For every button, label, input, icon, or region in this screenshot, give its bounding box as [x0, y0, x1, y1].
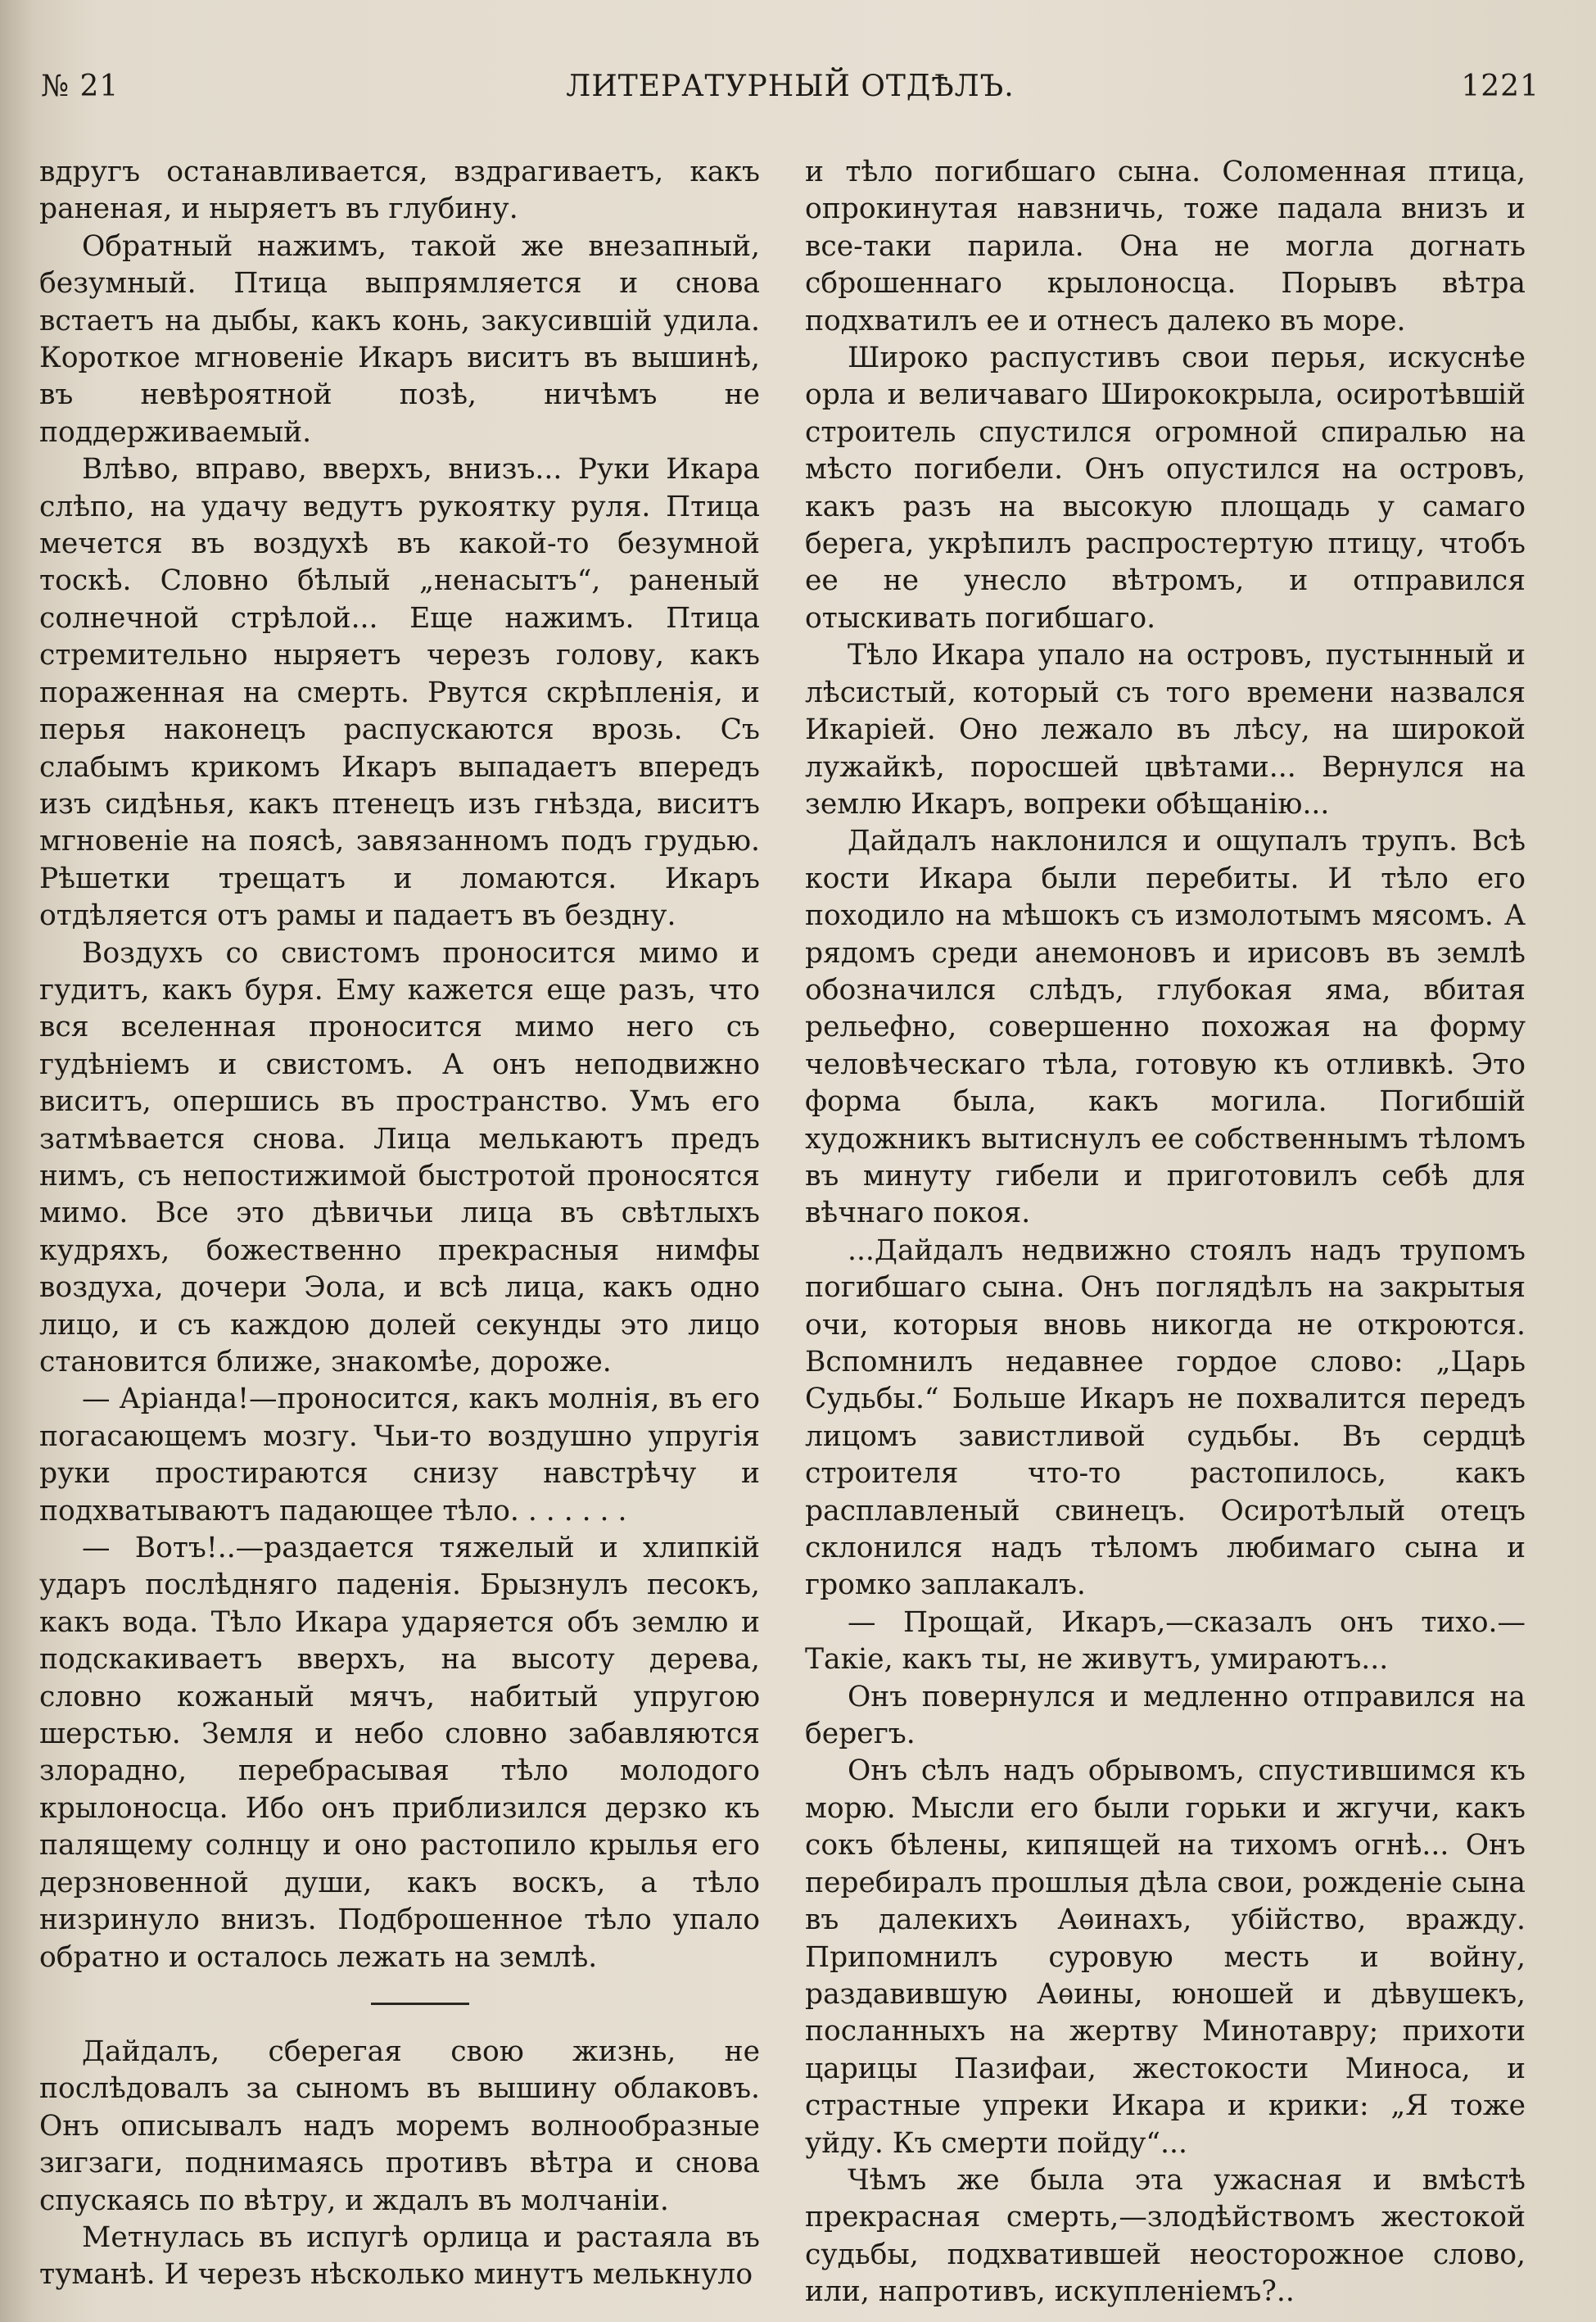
right-column	[805, 154, 1526, 2311]
paragraph: Онъ повернулся и медленно отправился на берегъ.	[805, 1680, 1526, 1751]
paragraph: ...Дайдалъ недвижно стоялъ надъ трупомъ погибшаго сына. Онъ поглядѣлъ на закрытыя очи, которыя вновь никогда не откроются. Вспомнилъ недавнее гордое слово: „Царь Судьбы.“ Больше Икаръ не похвалится передъ лицомъ завистливой судьбы. Въ сердцѣ строителя что-то растопилось, какъ расплавленый свинецъ. Осиротѣлый отецъ склонился надъ тѣломъ любимаго сына и громко заплакалъ.	[805, 1233, 1526, 1602]
paragraph: Онъ сѣлъ надъ обрывомъ, спустившимся къ морю. Мысли его были горьки и жгучи, какъ сокъ бѣлены, кипящей на тихомъ огнѣ... Онъ перебиралъ прошлыя дѣла свои, рожденіе сына въ далекихъ Аѳинахъ, убійство, вражду. Припомнилъ суровую месть и войну, раздавившую Аѳины, юношей и дѣвушекъ, посланныхъ на жертву Минотавру; прихоти царицы Пазифаи, жестокости Миноса, и страстные упреки Икара и крики: „Я тоже уйду. Къ смерти пойду“...	[805, 1754, 1526, 2160]
issue-number: № 21	[41, 70, 120, 103]
section-divider	[39, 1976, 760, 2034]
paragraph: Дайдалъ, сберегая свою жизнь, не послѣдовалъ за сыномъ въ вышину облаковъ. Онъ описывалъ надъ моремъ волнообразные зигзаги, поднимаясь противъ вѣтра и снова спускаясь по вѣтру, и ждалъ въ молчаніи.	[39, 2035, 760, 2217]
paragraph: Широко распустивъ свои перья, искуснѣе орла и величаваго Ширококрыла, осиротѣвшій строитель спустился огромной спиралью на мѣсто погибели. Онъ опустился на островъ, какъ разъ на высокую площадь у самаго берега, укрѣпилъ распростертую птицу, чтобъ ее не унесло вѣтромъ, и отправился отыскивать погибшаго.	[805, 342, 1526, 635]
paragraph: Чѣмъ же была эта ужасная и вмѣстѣ прекрасная смерть,—злодѣйствомъ жестокой судьбы, подхватившей неосторожное слово, или, напротивъ, искупленіемъ?..	[805, 2163, 1526, 2309]
paragraph: Дайдалъ наклонился и ощупалъ трупъ. Всѣ кости Икара были перебиты. И тѣло его походило на мѣшокъ съ измолотымъ мясомъ. А рядомъ среди анемоновъ и ирисовъ въ землѣ обозначился слѣдъ, глубокая яма, вбитая рельефно, совершенно похожая на форму человѣческаго тѣла, готовую къ отливкѣ. Это форма была, какъ могила. Погибшій художникъ вытиснулъ ее собственнымъ тѣломъ въ минуту гибели и приготовилъ себѣ для вѣчнаго покоя.	[805, 825, 1526, 1230]
page-number: 1221	[1461, 70, 1539, 103]
paragraph: Воздухъ со свистомъ проносится мимо и гудитъ, какъ буря. Ему кажется еще разъ, что вся вселенная проносится мимо него съ гудѣніемъ и свистомъ. А онъ неподвижно виситъ, опершись въ пространство. Умъ его затмѣвается снова. Лица мелькаютъ предъ нимъ, съ непостижимой быстротой проносятся мимо. Все это дѣвичьи лица въ свѣтлыхъ кудряхъ, божественно прекрасныя нимфы воздуха, дочери Эола, и всѣ лица, какъ одно лицо, и съ каждою долей секунды это лицо становится ближе, знакомѣе, дороже.	[39, 936, 760, 1378]
paragraph: Обратный нажимъ, такой же внезапный, безумный. Птица выпрямляется и снова встаетъ на дыбы, какъ конь, закусившій удила. Короткое мгновеніе Икаръ виситъ въ вышинѣ, въ невѣроятной позѣ, ничѣмъ не поддерживаемый.	[39, 229, 760, 449]
running-header	[41, 70, 1539, 119]
left-column	[39, 154, 760, 2294]
paragraph: — Вотъ!..—раздается тяжелый и хлипкій ударъ послѣдняго паденія. Брызнулъ песокъ, какъ вода. Тѣло Икара ударяется объ землю и подскакиваетъ вверхъ, на высоту дерева, словно кожаный мячъ, набитый упругою шерстью. Земля и небо словно забавляются злорадно, перебрасывая тѣло молодого крылоносца. Ибо онъ приблизился дерзко къ палящему солнцу и оно растопило крылья его дерзновенной души, какъ воскъ, а тѣло низринуло внизъ. Подброшенное тѣло упало обратно и осталось лежать на землѣ.	[39, 1532, 760, 1974]
paragraph: Влѣво, вправо, вверхъ, внизъ... Руки Икара слѣпо, на удачу ведутъ рукоятку руля. Птица мечется въ воздухѣ въ какой-то безумной тоскѣ. Словно бѣлый „ненасытъ“, раненый солнечной стрѣлой... Еще нажимъ. Птица стремительно ныряетъ черезъ голову, какъ пораженная на смерть. Рвутся скрѣпленія, и перья наконецъ распускаются врозь. Съ слабымъ крикомъ Икаръ выпадаетъ впередъ изъ сидѣнья, какъ птенецъ изъ гнѣзда, виситъ мгновеніе на поясѣ, завязанномъ подъ грудью. Рѣшетки трещатъ и ломаются. Икаръ отдѣляется отъ рамы и падаетъ въ бездну.	[39, 453, 760, 933]
divider-rule	[371, 2003, 469, 2005]
paragraph: и тѣло погибшаго сына. Соломенная птица, опрокинутая навзничь, тоже падала внизъ и все-таки парила. Она не могла догнать сброшеннаго крылоносца. Порывъ вѣтра подхватилъ ее и отнесъ далеко въ море.	[805, 156, 1526, 337]
paragraph: вдругъ останавливается, вздрагиваетъ, какъ раненая, и ныряетъ въ глубину.	[39, 156, 760, 226]
paragraph: Метнулась въ испугѣ орлица и растаяла въ туманѣ. И черезъ нѣсколько минутъ мелькнуло	[39, 2220, 760, 2292]
paragraph: — Аріанда!—проносится, какъ молнія, въ его погасающемъ мозгу. Чьи-то воздушно упругія руки простираются снизу навстрѣчу и подхватываютъ падающее тѣло. . . . . . .	[39, 1383, 760, 1528]
paragraph: — Прощай, Икаръ,—сказалъ онъ тихо.— Такіе, какъ ты, не живутъ, умираютъ...	[805, 1605, 1526, 1677]
paragraph: Тѣло Икара упало на островъ, пустынный и лѣсистый, который съ того времени назвался Икаріей. Оно лежало въ лѣсу, на широкой лужайкѣ, поросшей цвѣтами... Вернулся на землю Икаръ, вопреки обѣщанію...	[805, 639, 1526, 821]
section-title: ЛИТЕРАТУРНЫЙ ОТДѢЛЪ.	[566, 70, 1015, 103]
